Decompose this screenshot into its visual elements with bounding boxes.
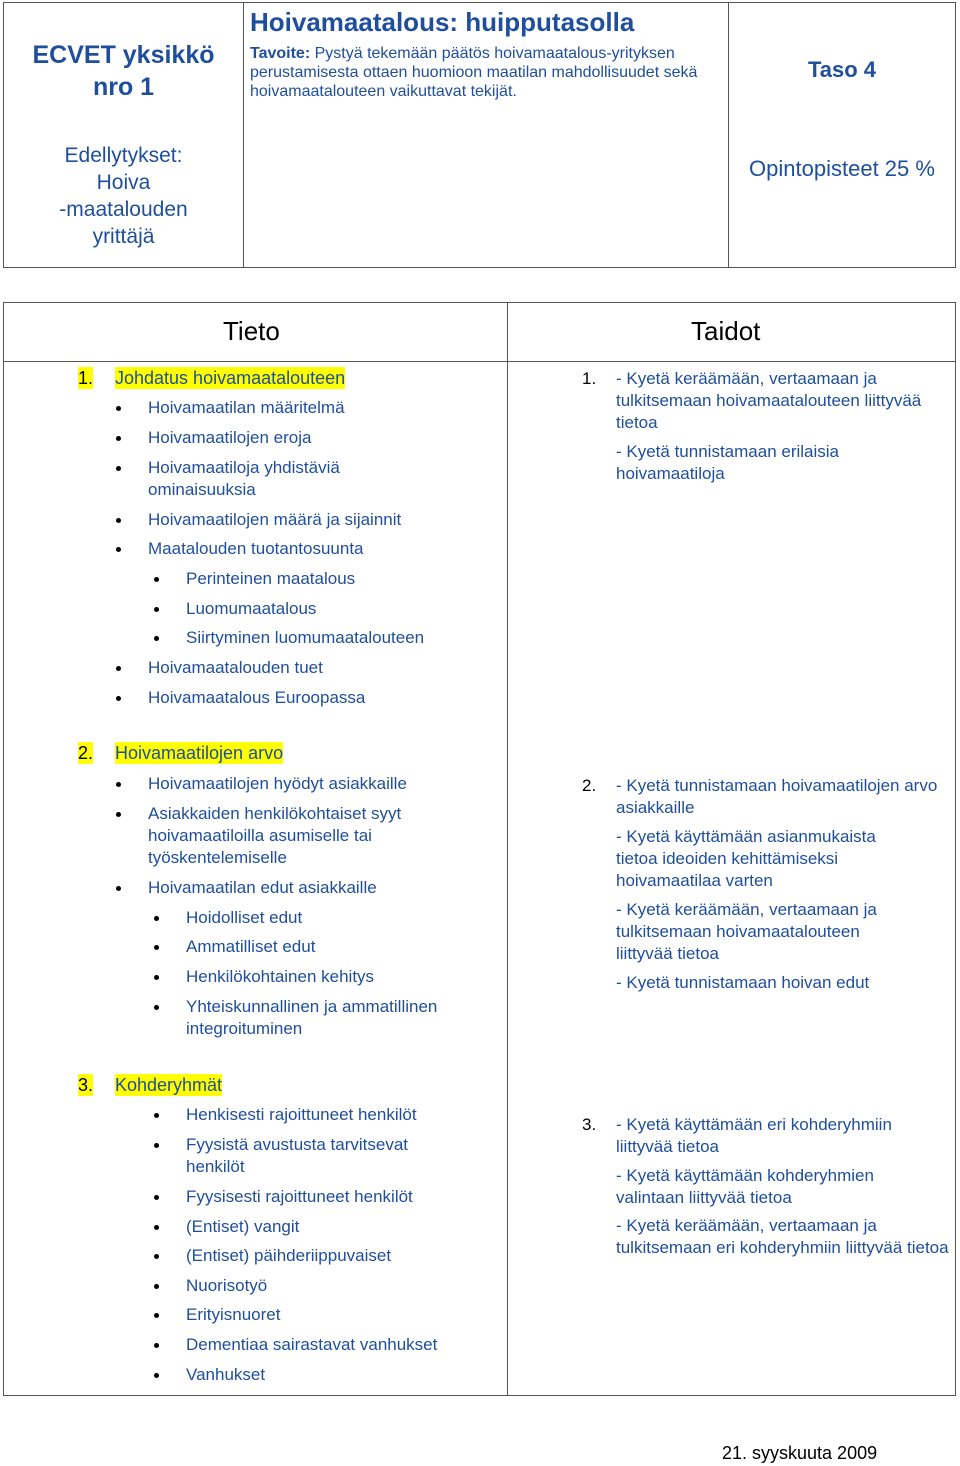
list-item: Henkilökohtainen kehitys [186,967,375,986]
section-3-number: 3. [78,1075,94,1095]
skill-text: - Kyetä keräämään, vertaamaan ja tulkitsemaan hoivamaatalouteen liittyvää tietoa [616,900,877,963]
skill-text: - Kyetä tunnistamaan erilaisia hoivamaatiloja [616,442,840,483]
list-item: (Entiset) päihderiippuvaiset [186,1246,392,1265]
level-cell [729,3,955,267]
unit-line-1: ECVET yksikkö [32,41,215,69]
skill-text: - Kyetä tunnistamaan hoivan edut [616,973,870,992]
goal-body: Pystyä tekemään päätös hoivamaatalous-yrityksen perustamisesta ottaen huomioon maatilan mahdollisuudet sekä hoivamaatalouteen vaikuttavat tekijät. [250,45,698,100]
skill-text: - Kyetä keräämään, vertaamaan ja tulkitsemaan hoivamaatalouteen liittyvää tietoa [616,369,922,432]
skill-2-number: 2. [582,776,597,795]
goal-text [250,44,720,101]
footer-date: 21. syyskuuta 2009 [722,1443,878,1463]
unit-title [4,39,243,103]
skill-text: - Kyetä käyttämään asianmukaista tietoa ideoiden kehittämiseksi hoivamaatilaa varten [616,827,876,890]
list-item: Fyysisesti rajoittuneet henkilöt [186,1187,413,1206]
list-item: Hoivamaatilan määritelmä [148,398,345,417]
skill-text: - Kyetä tunnistamaan hoivamaatilojen arvo asiakkaille [616,776,938,817]
prereq-line-2: Hoiva [96,171,151,194]
column-header-skills: Taidot [691,316,761,346]
prereq-line-4: yrittäjä [92,225,155,248]
unit-cell [4,3,244,267]
skill-3-number: 3. [582,1115,597,1134]
list-item: Hoivamaatilan edut asiakkaille [148,878,377,897]
page-title: Hoivamaatalous: huipputasolla [250,7,635,37]
section-1-number: 1. [78,368,94,388]
skill-1-number: 1. [582,369,597,388]
skill-text: - Kyetä keräämään, vertaamaan ja tulkitsemaan eri kohderyhmiin liittyvää tietoa [616,1216,949,1257]
column-header-knowledge: Tieto [223,316,280,346]
list-item: Luomumaatalous [186,599,317,618]
list-item: Fyysistä avustusta tarvitsevat henkilöt [186,1134,461,1178]
list-item: Perinteinen maatalous [186,569,356,588]
skill-text: - Kyetä käyttämään kohderyhmien valintaan liittyvää tietoa [616,1166,874,1207]
list-item: (Entiset) vangit [186,1217,300,1236]
prereq-line-1: Edellytykset: [64,144,183,167]
title-cell [244,3,729,267]
credits-label: Opintopisteet 25 % [749,156,935,181]
header-table [3,2,956,268]
section-2-number: 2. [78,743,94,763]
list-item: Hoivamaatilojen hyödyt asiakkaille [148,774,407,793]
list-item: Hoivamaatiloja yhdistäviä ominaisuuksia [148,457,438,501]
skill-text: - Kyetä käyttämään eri kohderyhmiin liittyvää tietoa [616,1115,892,1156]
list-item: Erityisnuoret [186,1305,281,1324]
header-row-divider [4,361,955,362]
list-item: Dementiaa sairastavat vanhukset [186,1335,438,1354]
list-item: Nuorisotyö [186,1276,268,1295]
list-item: Siirtyminen luomumaatalouteen [186,628,425,647]
list-item: Hoivamaatalouden tuet [148,658,323,677]
list-item: Asiakkaiden henkilökohtaiset syyt hoivamaatiloilla asumiselle tai työskentelemiselle [148,803,448,869]
list-item: Hoidolliset edut [186,908,303,927]
section-2-title: Hoivamaatilojen arvo [115,743,284,763]
prerequisites [4,142,243,250]
list-item: Vanhukset [186,1365,266,1384]
goal-label: Tavoite: [250,45,311,62]
list-item: Yhteiskunnallinen ja ammatillinen integroituminen [186,996,486,1040]
list-item: Hoivamaatalous Euroopassa [148,688,366,707]
list-item: Maatalouden tuotantosuunta [148,539,364,558]
level-label: Taso 4 [807,57,877,82]
list-item: Henkisesti rajoittuneet henkilöt [186,1105,417,1124]
column-divider [507,303,508,1395]
list-item: Ammatilliset edut [186,937,316,956]
prereq-line-3: -maatalouden [59,198,188,221]
list-item: Hoivamaatilojen eroja [148,428,312,447]
unit-line-2: nro 1 [92,73,155,101]
list-item: Hoivamaatilojen määrä ja sijainnit [148,510,402,529]
section-1-title: Johdatus hoivamaatalouteen [115,368,346,388]
section-3-title: Kohderyhmät [115,1075,223,1095]
